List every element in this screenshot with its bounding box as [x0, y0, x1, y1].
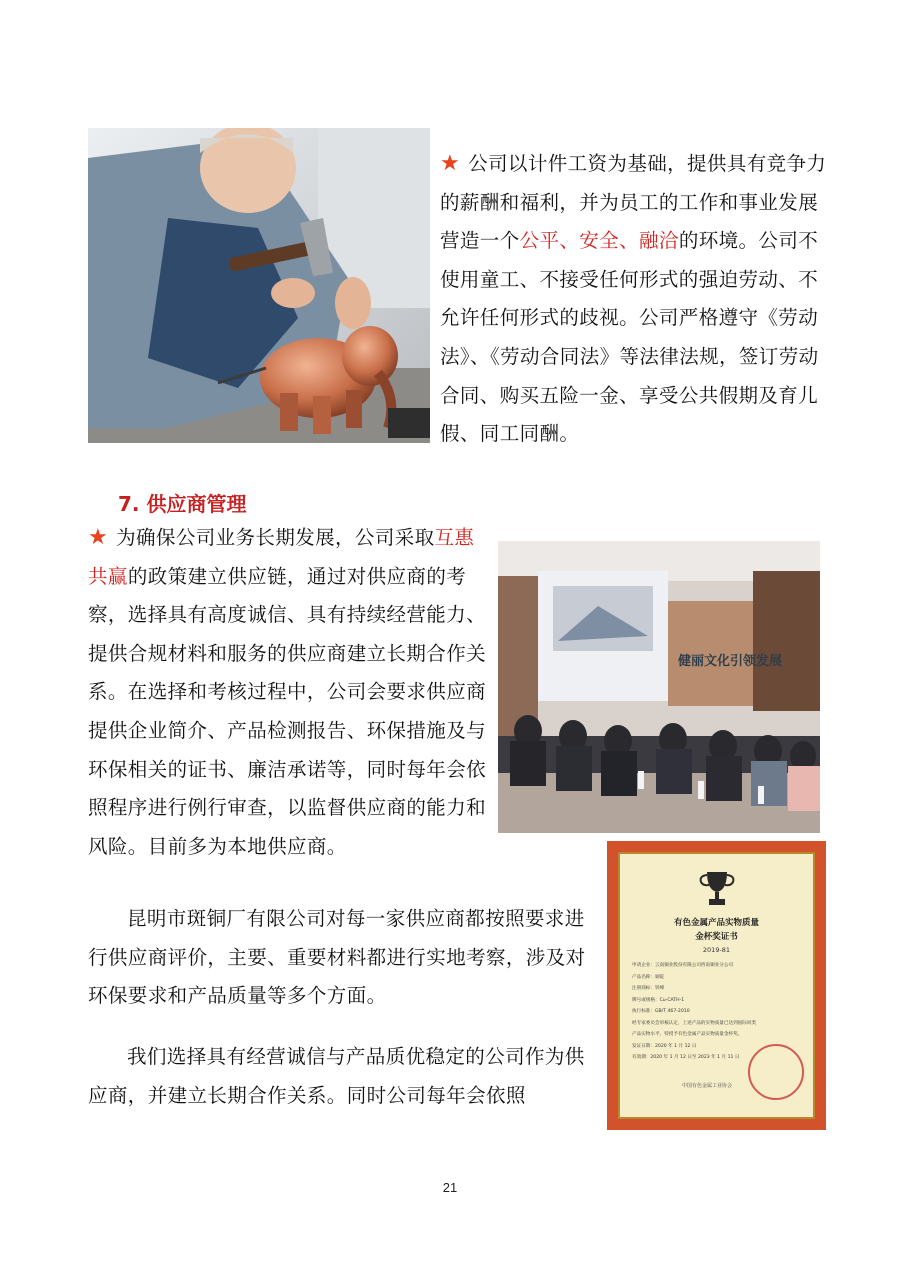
certificate-subtitle: 金杯奖证书	[695, 932, 738, 942]
trophy-icon	[697, 870, 737, 908]
cert-line: 申请企业：云南铜业股份有限公司西南铜业分公司	[632, 963, 734, 968]
cert-line: 发证日期：2020 年 1 月 12 日	[632, 1043, 697, 1049]
cert-line: 注册商标：铁峰	[632, 986, 665, 991]
star-icon: ★	[440, 151, 461, 176]
cert-line: 牌号或规格：Cu-CATH-1	[632, 997, 685, 1003]
cert-line: 有效期：2020 年 1 月 12 日至 2023 年 1 月 11 日	[632, 1055, 740, 1060]
official-seal	[748, 1044, 804, 1100]
banner-text: 健丽文化引领发展	[678, 654, 783, 669]
craftsman-photo	[88, 128, 430, 443]
cert-line: 经专家委员会审核认定，上述产品的实物质量已达到国际同类	[632, 1020, 757, 1026]
meeting-photo	[498, 541, 820, 833]
section-heading-supplier: 7. 供应商管理	[118, 492, 247, 516]
cert-line: 产品名称：铜锭	[632, 974, 665, 980]
supplier-evaluation-paragraph: 昆明市斑铜厂有限公司对每一家供应商都按照要求进行供应商评价，主要、重要材料都进行实地考察，涉及对环保要求和产品质量等多个方面。	[88, 907, 586, 1008]
supplier-paragraph: ★ 为确保公司业务长期发展，公司采取互惠共赢的政策建立供应链，通过对供应商的考察，选择具有高度诚信、具有持续经营能力、提供合规材料和服务的供应商建立长期合作关系。在选择和考核过程中，公司会要求供应商提供企业简介、产品检测报告、环保措施及与环保相关的证书、廉洁承诺等，同时每年会依照程序进行例行审查，以监督供应商的能力和风险。目前多为本地供应商。	[88, 525, 487, 858]
cert-line: 产品实物水平，特授予有色金属产品实物质量金杯奖。	[632, 1032, 743, 1037]
labor-paragraph: ★ 公司以计件工资为基础，提供具有竞争力的薪酬和福利，并为员工的工作和事业发展营造一个公平、安全、融洽的环境。公司不使用童工、不接受任何形式的强迫劳动、不允许任何形式的歧视。公司严格遵守《劳动法》、《劳动合同法》等法律法规，签订劳动合同、购买五险一金、享受公共假期及育儿假、同工同酬。	[440, 151, 827, 446]
certificate-issuer: 中国有色金属工业协会	[682, 1083, 733, 1089]
star-icon: ★	[88, 525, 109, 550]
certificate-title: 有色金属产品实物质量	[673, 918, 759, 928]
page-number: 21	[442, 1180, 458, 1195]
cert-line: 执行标准：GB/T 467-2010	[632, 1009, 690, 1014]
supplier-partnership-paragraph: 我们选择具有经营诚信与产品质优稳定的公司作为供应商，并建立长期合作关系。同时公司每年会依照	[88, 1045, 585, 1107]
quality-award-certificate	[607, 841, 826, 1130]
certificate-number: 2019-81	[702, 946, 731, 954]
